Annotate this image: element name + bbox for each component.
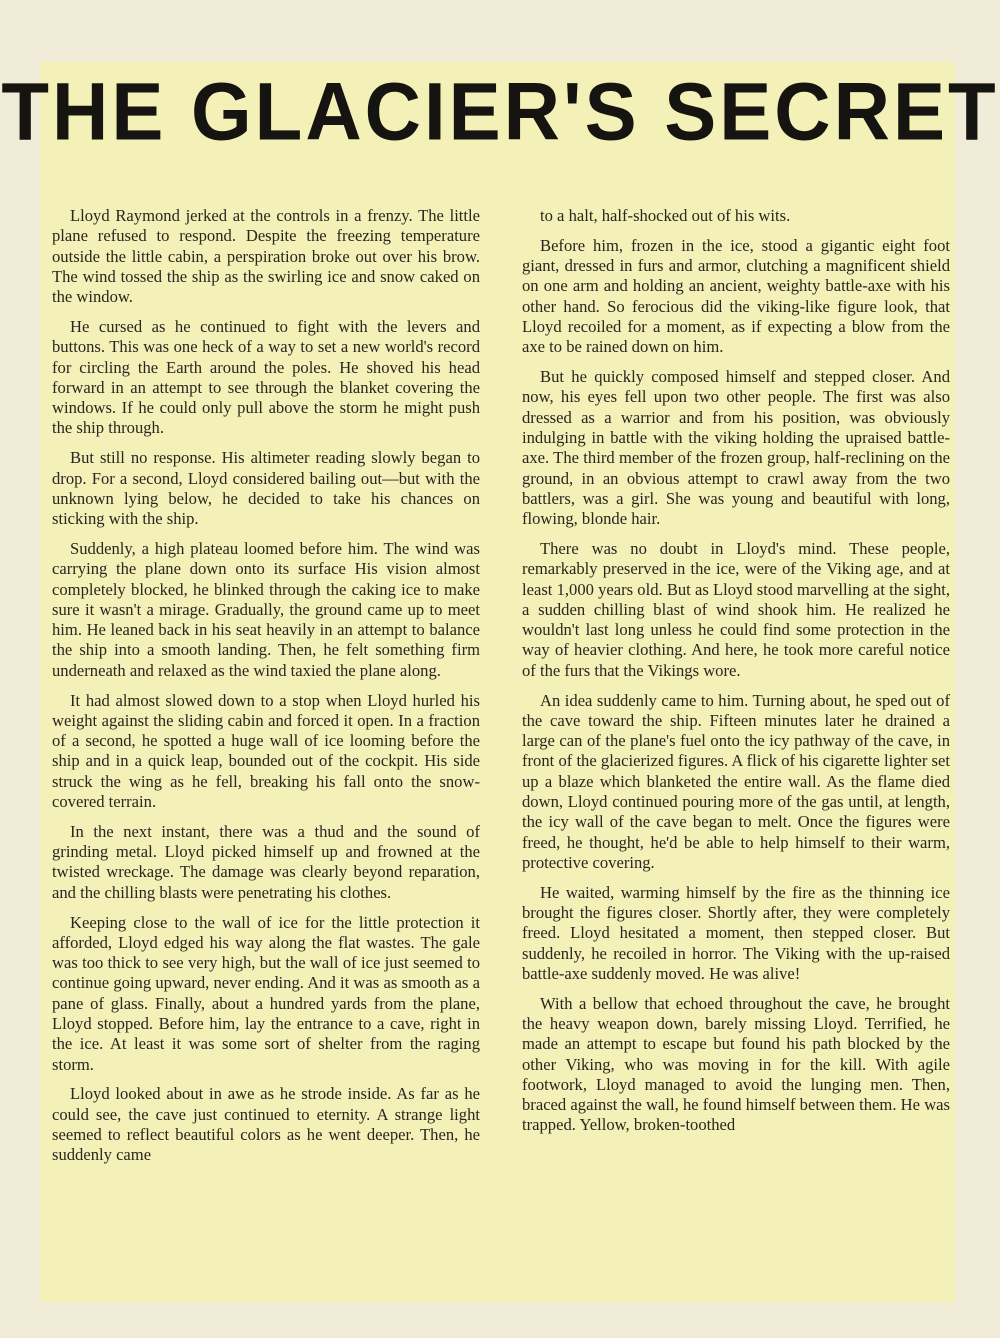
paragraph: Lloyd Raymond jerked at the controls in a frenzy. The little plane refused to respond. Despite the freezing temperature outside the little cabin, a perspiration broke out over his brow. The wind tossed the ship as the swirling ice and snow caked on the window. <box>52 206 480 307</box>
paragraph: With a bellow that echoed throughout the cave, he brought the heavy weapon down, barely missing Lloyd. Terrified, he made an attempt to escape but found his path blocked by the other Viking, who was moving in for the kill. With agile footwork, Lloyd managed to avoid the lunging men. Then, braced against the wall, he found himself between them. He was trapped. Yellow, broken-toothed <box>522 993 950 1135</box>
paragraph: He cursed as he continued to fight with the levers and buttons. This was one heck of a way to set a new world's record for circling the Earth around the poles. He shoved his head forward in an attempt to see through the blanket covering the windows. If he could only pull above the storm he might push the ship through. <box>52 316 480 438</box>
paragraph: It had almost slowed down to a stop when Lloyd hurled his weight against the sliding cabin and forced it open. In a fraction of a second, he spotted a huge wall of ice looming before the ship and in a quick leap, bounded out of the cockpit. His side struck the wing as he fell, breaking his fall onto the snow-covered terrain. <box>52 690 480 812</box>
paragraph: An idea suddenly came to him. Turning about, he sped out of the cave toward the ship. Fifteen minutes later he drained a large can of the plane's fuel onto the icy pathway of the cave, in front of the glacierized figures. A flick of his cigarette lighter set up a blaze which blanketed the entire wall. As the flame died down, Lloyd continued pouring more of the gas until, at length, the icy wall of the cave began to melt. Once the figures were freed, he thought, he'd be able to help himself to their warm, protective covering. <box>522 690 950 872</box>
paragraph-continuation: to a halt, half-shocked out of his wits. <box>540 206 791 225</box>
paragraph: But still no response. His altimeter reading slowly began to drop. For a second, Lloyd considered bailing out—but with the unknown lying below, he decided to take his chances on sticking with the ship. <box>52 448 480 529</box>
paragraph: There was no doubt in Lloyd's mind. These people, remarkably preserved in the ice, were of the Viking age, and at least 1,000 years old. But as Lloyd stood marvelling at the sight, a sudden chilling blast of wind shook him. He realized he wouldn't last long unless he could find some protection in the way of heavier clothing. And here, he took more careful notice of the furs that the Vikings wore. <box>522 538 950 680</box>
paragraph: But he quickly composed himself and stepped closer. And now, his eyes fell upon two other people. The first was also dressed as a warrior and from his position, was obviously indulging in battle with the viking holding the upraised battle-axe. The third member of the frozen group, half-reclining on the ground, in an obvious attempt to crawl away from the two battlers, was a girl. She was young and beautiful with long, flowing, blonde hair. <box>522 367 950 529</box>
story-title: THE GLACIER'S SECRET <box>1 64 999 158</box>
right-column <box>522 206 950 1145</box>
paragraph: Keeping close to the wall of ice for the little protection it afforded, Lloyd edged his way along the flat wastes. The gale was too thick to see very high, but the wall of ice just seemed to continue going upward, never ending. And it was as smooth as a pane of glass. Finally, about a hundred yards from the plane, Lloyd stopped. Before him, lay the entrance to a cave, right in the ice. At least it was some sort of shelter from the raging storm. <box>52 912 480 1074</box>
paragraph: He waited, warming himself by the fire as the thinning ice brought the figures closer. Shortly after, they were completely freed. Lloyd hesitated a moment, then stepped closer. But suddenly, he recoiled in horror. The Viking with the up-raised battle-axe suddenly moved. He was alive! <box>522 882 950 983</box>
paragraph: Suddenly, a high plateau loomed before him. The wind was carrying the plane down onto its surface His vision almost completely blocked, he blinked through the caking ice to make sure it wasn't a mirage. Gradually, the ground came up to meet him. He leaned back in his seat heavily in an attempt to balance the ship into a smooth landing. Then, he felt something firm underneath and relaxed as the wind taxied the plane along. <box>52 538 480 680</box>
left-column <box>52 206 480 1175</box>
paragraph: Before him, frozen in the ice, stood a gigantic eight foot giant, dressed in furs and armor, clutching a magnificent shield on one arm and holding an ancient, weighty battle-axe with his other hand. So ferocious did the viking-like figure look, that Lloyd recoiled for a moment, as if expecting a blow from the axe to be rained down on him. <box>522 235 950 357</box>
paragraph: In the next instant, there was a thud and the sound of grinding metal. Lloyd picked himself up and frowned at the twisted wreckage. The damage was clearly beyond reparation, and the chilling blasts were penetrating his clothes. <box>52 821 480 902</box>
paragraph: Lloyd looked about in awe as he strode inside. As far as he could see, the cave just continued to eternity. A strange light seemed to reflect beautiful colors as he went deeper. Then, he suddenly came <box>52 1084 480 1165</box>
